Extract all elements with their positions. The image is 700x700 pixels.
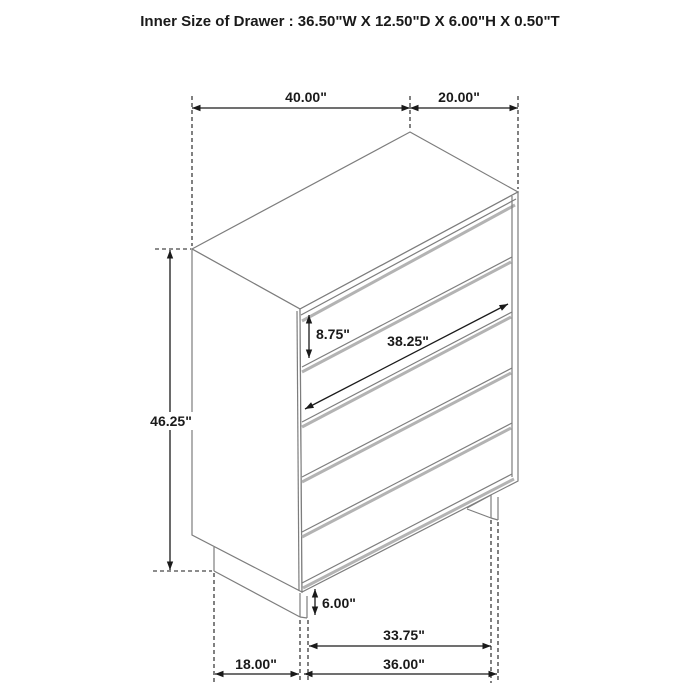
dim-drawer-face-height-label: 8.75" (316, 326, 350, 342)
dim-base-inner-width-label: 33.75" (383, 627, 425, 643)
dim-overall-width-label: 40.00" (285, 89, 327, 105)
diagram-layer (143, 89, 518, 683)
rear-plinth-bottom-edge (467, 509, 491, 518)
dim-leg-height-label: 6.00" (322, 595, 356, 611)
dim-base-inner-width-arrow-end (483, 643, 492, 649)
front-leg-bottom-edge (300, 617, 307, 618)
dim-leg-height-arrow-start (312, 589, 318, 598)
cabinet-side-face (192, 249, 302, 592)
dim-overall-width-arrow-end (402, 105, 411, 111)
dim-base-width-arrow-end (489, 671, 498, 677)
dim-overall-depth-arrow-start (410, 105, 419, 111)
drawing-title: Inner Size of Drawer : 36.50"W X 12.50"D X 6.00"H X 0.50"T (140, 13, 560, 30)
right-leg-bottom-edge (491, 518, 498, 520)
dim-overall-width-arrow-start (192, 105, 201, 111)
dim-side-depth-arrow-end (291, 671, 300, 677)
dim-overall-depth-arrow-end (510, 105, 519, 111)
dim-side-depth-arrow-start (215, 671, 224, 677)
dim-overall-depth-label: 20.00" (438, 89, 480, 105)
dim-overall-height-arrow-start (167, 250, 173, 259)
dim-leg-height-arrow-end (312, 607, 318, 616)
dim-base-width-label: 36.00" (383, 656, 425, 672)
dim-side-depth-label: 18.00" (235, 656, 277, 672)
dim-overall-height-label: 46.25" (150, 413, 192, 429)
dim-base-inner-width-arrow-start (309, 643, 318, 649)
dim-drawer-face-width-label: 38.25" (387, 333, 429, 349)
dim-overall-height-arrow-end (167, 562, 173, 571)
